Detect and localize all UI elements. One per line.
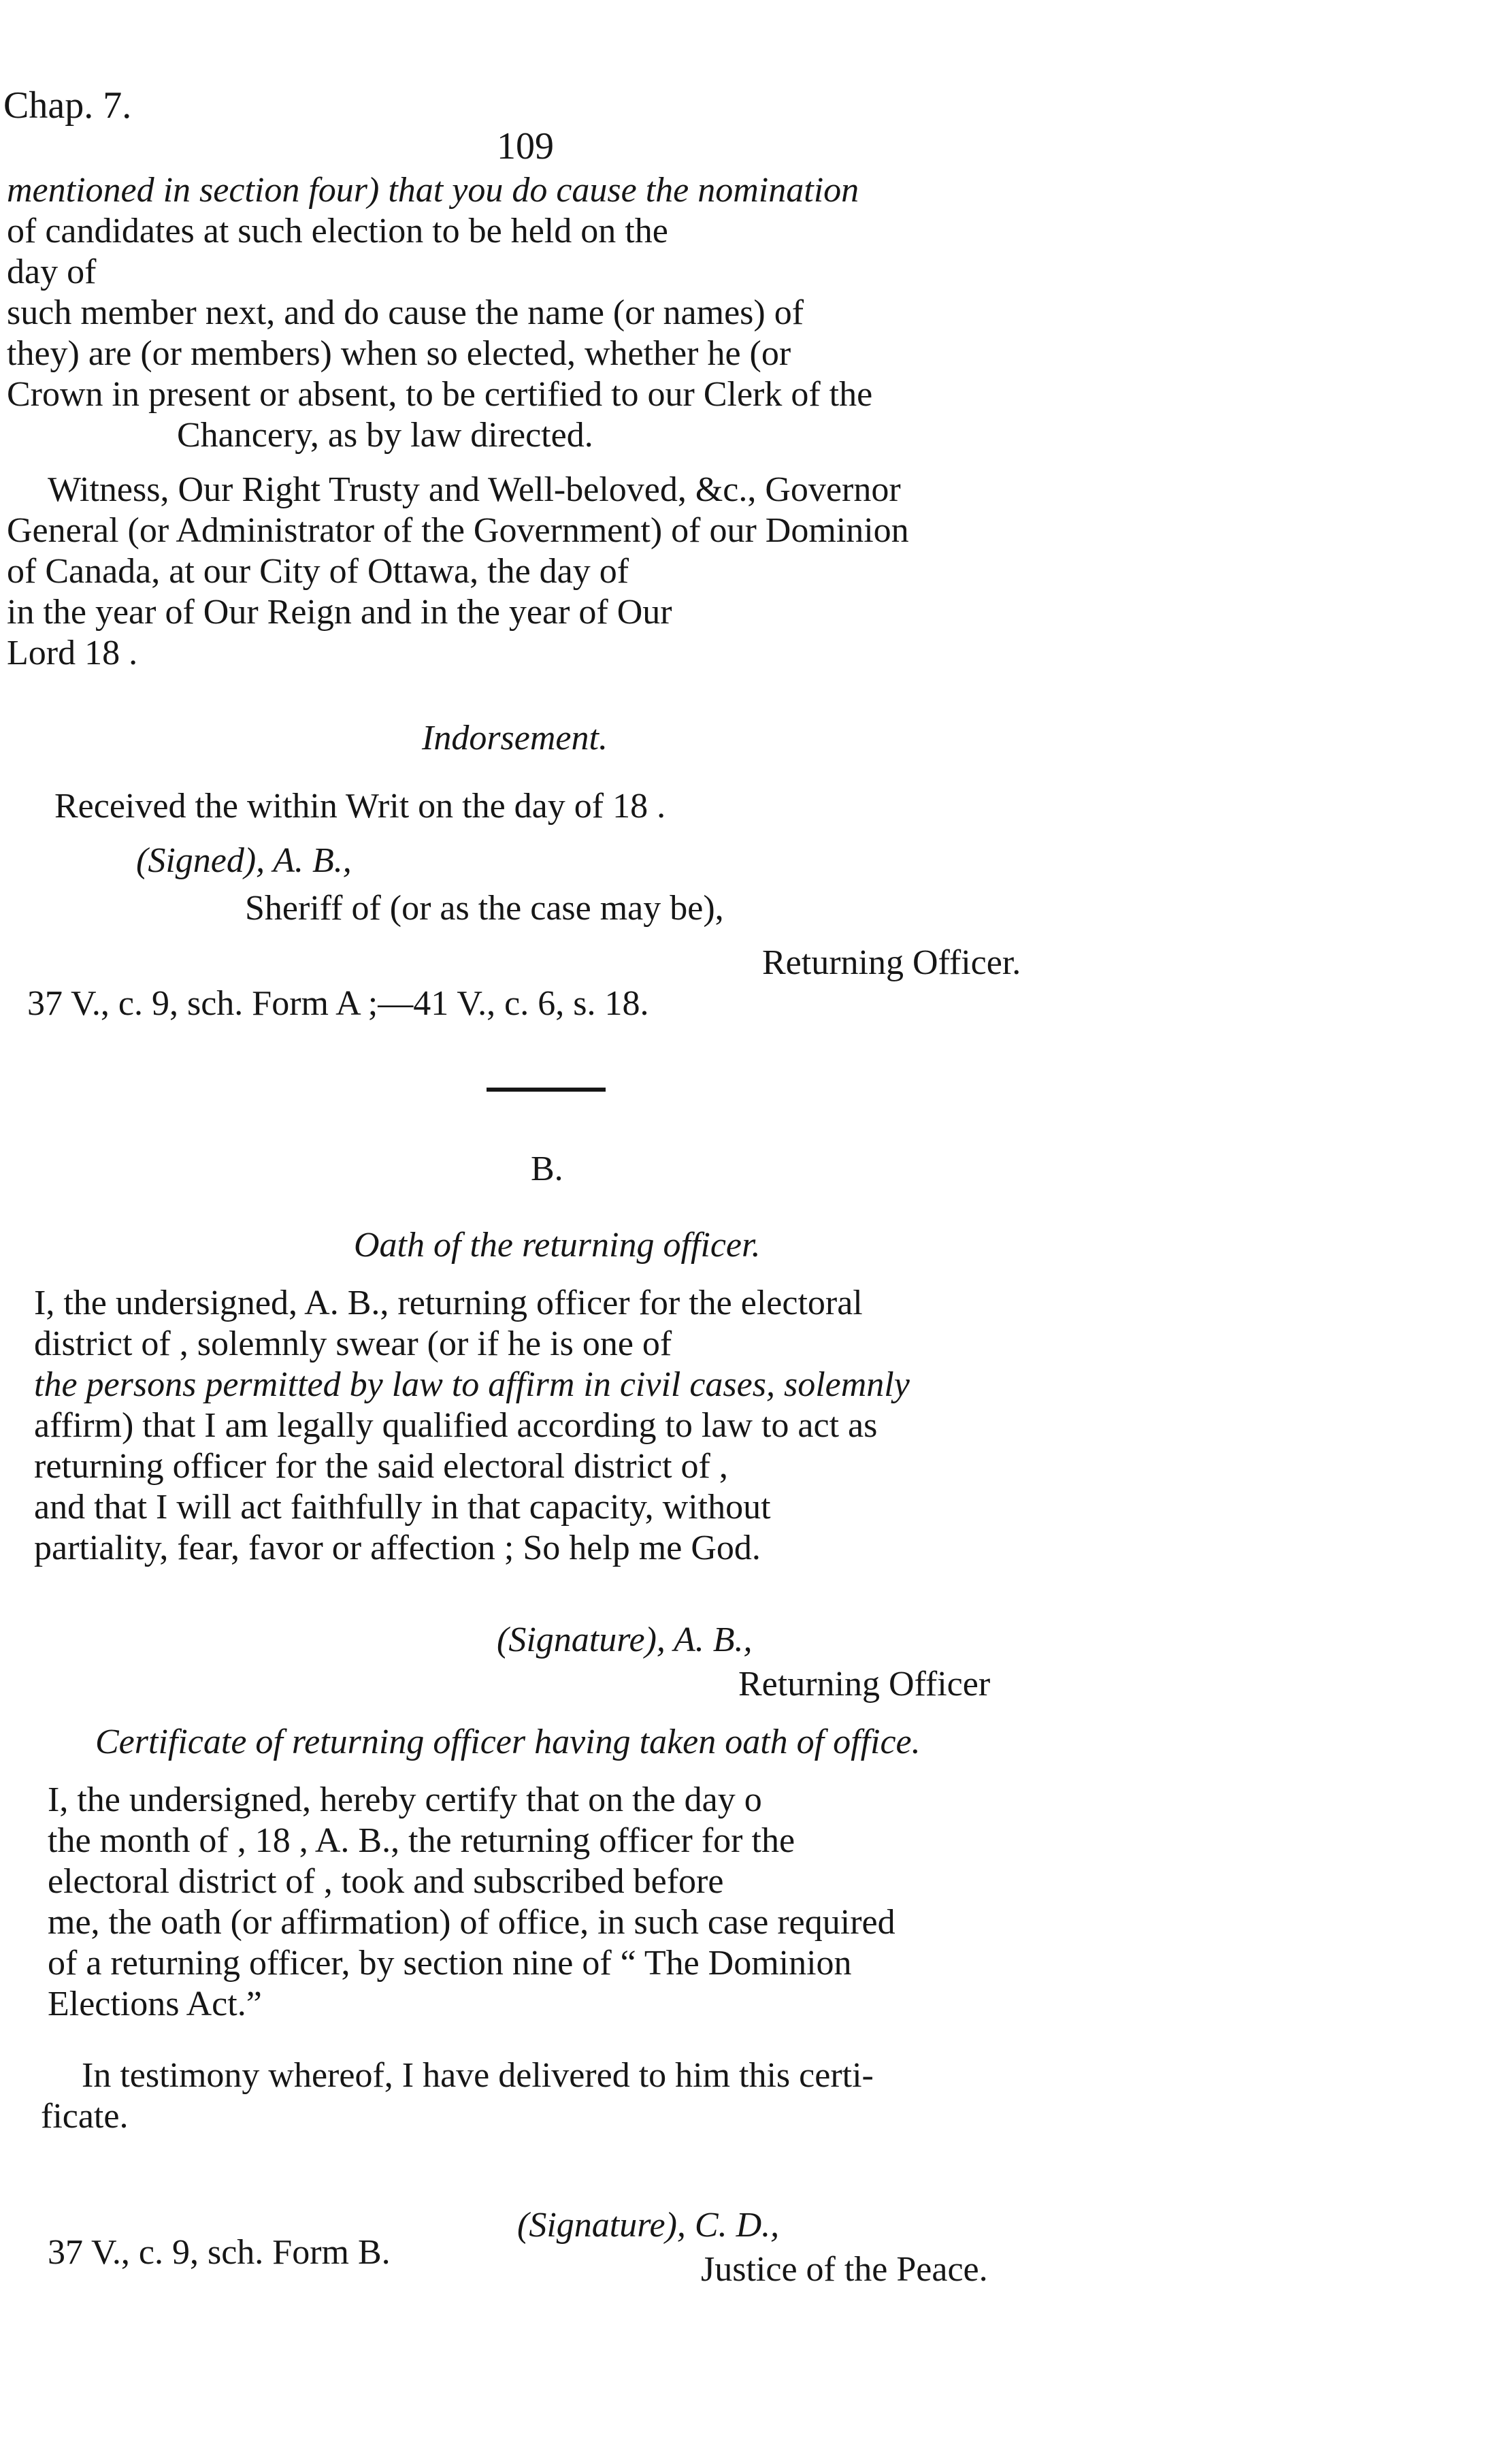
section-divider [487,1088,606,1092]
certificate-line-1: I, the undersigned, hereby certify that on the day o [48,1780,762,1819]
indorsement-sheriff: Sheriff of (or as the case may be), [245,889,724,928]
indorsement-returning-officer: Returning Officer. [762,943,1021,982]
writ-line-6: Crown in present or absent, to be certified to our Clerk of the [7,375,873,414]
writ-line-4: such member next, and do cause the name (or names) of [7,293,804,332]
indorsement-signed: (Signed), A. B., [136,841,352,880]
witness-line-5: Lord 18 . [7,634,138,672]
certificate-signature-title: Justice of the Peace. [701,2250,988,2289]
indorsement-citation: 37 V., c. 9, sch. Form A ;—41 V., c. 6, s. 18. [27,984,649,1023]
certificate-line-3: electoral district of , took and subscribed before [48,1862,724,1901]
oath-signature: (Signature), A. B., [497,1620,753,1659]
writ-line-7: Chancery, as by law directed. [177,416,593,455]
certificate-testimony: In testimony whereof, I have delivered to him this certi- [82,2056,874,2095]
certificate-signature: (Signature), C. D., [517,2206,780,2245]
certificate-citation: 37 V., c. 9, sch. Form B. [48,2233,391,2272]
writ-line-5: they) are (or members) when so elected, whether he (or [7,334,791,373]
oath-heading: Oath of the returning officer. [354,1226,761,1265]
indorsement-heading: Indorsement. [422,719,608,757]
page-number: 109 [497,125,554,167]
writ-line-2: of candidates at such election to be held on the [7,212,668,250]
witness-line-3: of Canada, at our City of Ottawa, the day of [7,552,629,591]
witness-line-2: General (or Administrator of the Government) of our Dominion [7,511,909,550]
oath-line-5: returning officer for the said electoral district of , [34,1447,728,1486]
writ-line-3: day of [7,252,97,291]
oath-signature-title: Returning Officer [738,1665,991,1704]
oath-line-4: affirm) that I am legally qualified according to law to act as [34,1406,878,1445]
chapter-label: Chap. 7. [3,84,132,127]
oath-line-6: and that I will act faithfully in that capacity, without [34,1488,771,1527]
certificate-line-5: of a returning officer, by section nine of “ The Dominion [48,1944,852,1983]
oath-line-7: partiality, fear, favor or affection ; So help me God. [34,1529,761,1567]
indorsement-received: Received the within Writ on the day of 18 . [54,787,666,826]
certificate-line-4: me, the oath (or affirmation) of office, in such case required [48,1903,895,1942]
oath-line-2: district of , solemnly swear (or if he is one of [34,1324,672,1363]
certificate-line-6: Elections Act.” [48,1985,262,2023]
certificate-testimony-end: ficate. [41,2097,129,2136]
form-b-letter: B. [531,1150,563,1188]
certificate-heading: Certificate of returning officer having taken oath of office. [95,1723,921,1761]
witness-line-1: Witness, Our Right Trusty and Well-beloved, &c., Governor [48,470,901,509]
oath-line-3: the persons permitted by law to affirm in civil cases, solemnly [34,1365,910,1404]
certificate-line-2: the month of , 18 , A. B., the returning officer for the [48,1821,795,1860]
oath-line-1: I, the undersigned, A. B., returning officer for the electoral [34,1284,863,1322]
writ-line-1: mentioned in section four) that you do cause the nomination [7,171,859,210]
witness-line-4: in the year of Our Reign and in the year of Our [7,593,672,632]
